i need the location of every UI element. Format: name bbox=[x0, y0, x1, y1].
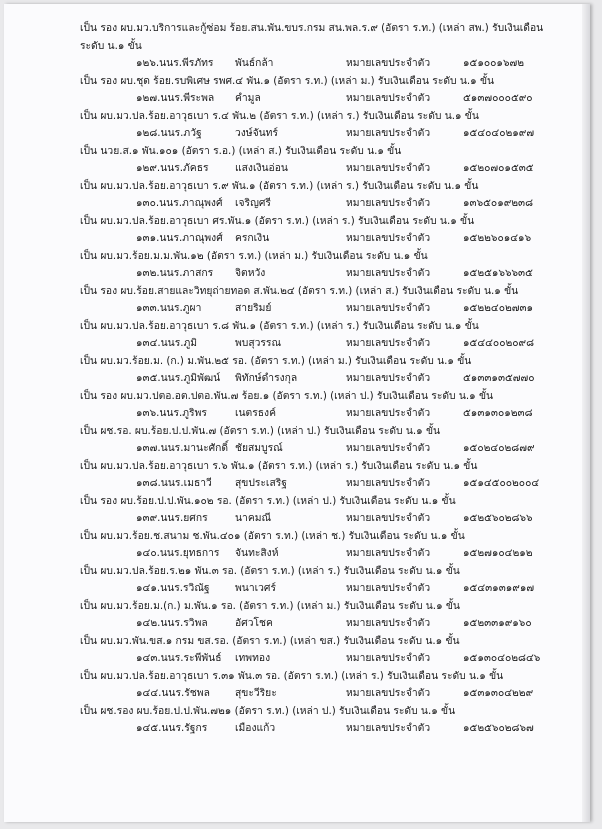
record-header-row bbox=[80, 720, 580, 738]
person-surname: ครกเงิน bbox=[235, 232, 270, 244]
person-surname: คำมูล bbox=[235, 92, 261, 104]
record-header-row bbox=[80, 370, 580, 388]
person-rank-name: ๑๔๕.นนร.รัฐกร bbox=[136, 722, 208, 734]
id-number: ๑๕๒๒๔๐๒๗๓๑ bbox=[463, 302, 534, 314]
records-list bbox=[80, 55, 580, 738]
position-line: เป็น ผช.รอ. ผบ.ร้อย.ป.ป.พัน.๗ (อัตรา ร.ท.) (เหล่า ป.) รับเงินเดือน ระดับ น.๑ ขั้น bbox=[80, 424, 441, 437]
person-surname: เนตรธงค์ bbox=[235, 407, 276, 419]
person-surname: วงษ์จันทร์ bbox=[235, 127, 278, 139]
record-header-row bbox=[80, 405, 580, 423]
record-header-row bbox=[80, 265, 580, 283]
record-header-row bbox=[80, 510, 580, 528]
record-header-row bbox=[80, 335, 580, 353]
record-header-row bbox=[80, 615, 580, 633]
record-header-row bbox=[80, 545, 580, 563]
id-number: ๑๕๔๓๑๓๑๙๑๗ bbox=[463, 582, 535, 594]
id-label: หมายเลขประจำตัว bbox=[346, 232, 431, 244]
id-number: ๑๕๒๕๖๐๒๘๖๗ bbox=[463, 722, 534, 734]
person-rank-name: ๑๓๕.นนร.ภูมิพัฒน์ bbox=[136, 372, 221, 384]
id-number: ๑๕๑๐๐๑๖๗๒ bbox=[463, 57, 525, 69]
record-header-row bbox=[80, 475, 580, 493]
person-rank-name: ๑๒๘.นนร.ภวัฐ bbox=[136, 127, 202, 139]
position-line: เป็น รอง ผบ.ร้อย.สายและวิทยุถ่ายทอด ส.พัน.๒๔ (อัตรา ร.ท.) (เหล่า ส.) รับเงินเดือน ระดับ น.๑ ขั้น bbox=[80, 284, 519, 297]
intro-line: เป็น รอง ผบ.มว.บริการและกู้ซ่อม ร้อย.สน.พัน.ขบร.กรม สน.พล.ร.๙ (อัตรา ร.ท.) (เหล่า สพ.) รับเงินเดือน bbox=[80, 22, 544, 34]
position-line: เป็น ผบ.มว.ร้อย.ม.(ก.) ม.พัน.๑ รอ. (อัตรา ร.ท.) (เหล่า ม.) รับเงินเดือน ระดับ น.๑ ขั้น bbox=[80, 599, 460, 612]
person-surname: สายริมย์ bbox=[235, 302, 272, 314]
id-number: ๑๕๔๐๔๐๒๑๙๗ bbox=[463, 127, 535, 139]
position-line: เป็น ผบ.มว.ร้อย.ม.ม.พัน.๑๒ (อัตรา ร.ท.) (เหล่า ม.) รับเงินเดือน ระดับ น.๑ ขั้น bbox=[80, 249, 428, 262]
person-rank-name: ๑๔๓.นนร.ระพีพันธ์ bbox=[136, 652, 222, 664]
position-line: เป็น นวย.ส.๑ พัน.๑๐๑ (อัตรา ร.อ.) (เหล่า ส.) รับเงินเดือน ระดับ น.๑ ขั้น bbox=[80, 144, 402, 157]
person-surname: สุขะวีริยะ bbox=[235, 687, 277, 699]
person-rank-name: ๑๔๐.นนร.ยุทธการ bbox=[136, 547, 220, 559]
id-label: หมายเลขประจำตัว bbox=[346, 722, 431, 734]
person-surname: พิทักษ์ดำรงกุล bbox=[235, 372, 298, 384]
position-line: เป็น ผช.รอง ผบ.ร้อย.ป.ป.พัน.๗๒๑ (อัตรา ร.ท.) (เหล่า ป.) รับเงินเดือน ระดับ น.๑ ขั้น bbox=[80, 704, 456, 717]
id-label: หมายเลขประจำตัว bbox=[346, 407, 431, 419]
person-surname: แสงเงินอ่อน bbox=[235, 162, 288, 174]
id-label: หมายเลขประจำตัว bbox=[346, 582, 431, 594]
person-rank-name: ๑๓๑.นนร.ภาณุพงศ์ bbox=[136, 232, 223, 244]
record-header-row bbox=[80, 55, 580, 73]
person-rank-name: ๑๒๖.นนร.พีรภัทร bbox=[136, 57, 214, 69]
position-line: เป็น ผบ.มว.ปล.ร้อย.ร.๒๑ พัน.๓ รอ. (อัตรา ร.ท.) (เหล่า ร.) รับเงินเดือน ระดับ น.๑ ขั้น bbox=[80, 564, 460, 577]
person-rank-name: ๑๓๒.นนร.ภาสกร bbox=[136, 267, 214, 279]
record-header-row bbox=[80, 230, 580, 248]
person-surname: เจริญศรี bbox=[235, 197, 271, 209]
record-header-row bbox=[80, 160, 580, 178]
position-line: เป็น ผบ.มว.ร้อย.ช.สนาม ช.พัน.๔๐๑ (อัตรา ร.ท.) (เหล่า ช.) รับเงินเดือน ระดับ น.๑ ขั้น bbox=[80, 529, 465, 542]
person-surname: จันทะสิงห์ bbox=[235, 547, 279, 559]
person-surname: สุขประเสริฐ bbox=[235, 477, 287, 489]
id-label: หมายเลขประจำตัว bbox=[346, 92, 431, 104]
id-number: ๑๕๒๐๗๐๑๕๓๕ bbox=[463, 162, 534, 174]
record-header-row bbox=[80, 685, 580, 703]
id-label: หมายเลขประจำตัว bbox=[346, 57, 431, 69]
record-header-row bbox=[80, 300, 580, 318]
person-rank-name: ๑๓๔.นนร.ภูมิ bbox=[136, 337, 198, 349]
id-label: หมายเลขประจำตัว bbox=[346, 652, 431, 664]
position-line: เป็น ผบ.มว.ปล.ร้อย.อาวุธเบา ร.๔ พัน.๒ (อัตรา ร.ท.) (เหล่า ร.) รับเงินเดือน ระดับ น.๑ ขั้น bbox=[80, 109, 479, 122]
id-label: หมายเลขประจำตัว bbox=[346, 687, 431, 699]
position-line: เป็น รอง ผบ.ชุด ร้อย.รบพิเศษ รพศ.๔ พัน.๑ (อัตรา ร.ท.) (เหล่า ม.) รับเงินเดือน ระดับ น.๑ ขั้น bbox=[80, 74, 495, 87]
id-label: หมายเลขประจำตัว bbox=[346, 512, 431, 524]
position-line: เป็น ผบ.มว.ปล.ร้อย.อาวุธเบา ศร.พัน.๑ (อัตรา ร.ท.) (เหล่า ร.) รับเงินเดือน ระดับ น.๑ ขั้น bbox=[80, 214, 475, 227]
person-rank-name: ๑๓๘.นนร.เมธาวี bbox=[136, 477, 212, 489]
id-label: หมายเลขประจำตัว bbox=[346, 162, 431, 174]
page-fold-shadow bbox=[582, 4, 590, 822]
person-surname: พันธ์กล้า bbox=[235, 57, 274, 69]
document-page bbox=[4, 4, 590, 822]
person-surname: อัศวโชค bbox=[235, 617, 273, 629]
person-rank-name: ๑๒๗.นนร.พีระพล bbox=[136, 92, 215, 104]
id-number: ๑๕๑๔๕๐๐๒๐๐๔ bbox=[463, 477, 540, 489]
person-rank-name: ๑๓๙.นนร.ยศกร bbox=[136, 512, 208, 524]
person-rank-name: ๑๓๐.นนร.ภาณุพงศ์ bbox=[136, 197, 223, 209]
id-number: ๑๕๐๒๔๐๒๘๗๙ bbox=[463, 442, 535, 454]
id-label: หมายเลขประจำตัว bbox=[346, 372, 431, 384]
id-number: ๑๕๓๑๓๐๔๒๒๙ bbox=[463, 687, 534, 699]
position-line: เป็น ผบ.มว.ปล.ร้อย.อาวุธเบา ร.๓๑ พัน.๓ รอ. (อัตรา ร.ท.) (เหล่า ร.) รับเงินเดือน ระดับ น.๑ ขั้น bbox=[80, 669, 504, 682]
id-number: ๕๑๓๑๓๐๑๒๓๘ bbox=[463, 407, 533, 419]
person-surname: พนาเวศร์ bbox=[235, 582, 276, 594]
position-line: เป็น ผบ.มว.ปล.ร้อย.อาวุธเบา ร.๘ พัน.๑ (อัตรา ร.ท.) (เหล่า ร.) รับเงินเดือน ระดับ น.๑ ขั้น bbox=[80, 319, 479, 332]
person-surname: นาคมณี bbox=[235, 512, 272, 524]
person-rank-name: ๑๓๗.นนร.มานะศักดิ์ bbox=[136, 442, 229, 454]
person-surname: พบสุวรรณ bbox=[235, 337, 282, 349]
person-rank-name: ๑๔๑.นนร.รวิณัฐ bbox=[136, 582, 210, 594]
id-label: หมายเลขประจำตัว bbox=[346, 127, 431, 139]
document-body bbox=[80, 20, 580, 738]
id-label: หมายเลขประจำตัว bbox=[346, 302, 431, 314]
person-surname: จิตหวัง bbox=[235, 267, 266, 279]
id-number: ๑๕๒๕๖๐๒๘๖๖ bbox=[463, 512, 533, 524]
position-line: เป็น ผบ.มว.ร้อย.ม. (ก.) ม.พัน.๒๕ รอ. (อัตรา ร.ท.) (เหล่า ม.) รับเงินเดือน ระดับ น.๑ ขั้น bbox=[80, 354, 472, 367]
position-line: เป็น ผบ.มว.ปล.ร้อย.อาวุธเบา ร.๖ พัน.๑ (อัตรา ร.ท.) (เหล่า ร.) รับเงินเดือน ระดับ น.๑ ขั้น bbox=[80, 459, 478, 472]
id-label: หมายเลขประจำตัว bbox=[346, 477, 431, 489]
person-surname: ชัยสมบูรณ์ bbox=[235, 442, 283, 454]
record-header-row bbox=[80, 90, 580, 108]
id-label: หมายเลขประจำตัว bbox=[346, 617, 431, 629]
id-number: ๑๕๒๕๑๖๖๖๓๕ bbox=[463, 267, 533, 279]
id-number: ๕๑๓๗๐๐๐๕๙๐ bbox=[463, 92, 533, 104]
record-header-row bbox=[80, 195, 580, 213]
id-number: ๑๕๒๓๓๑๙๑๖๐ bbox=[463, 617, 532, 629]
intro-line: ระดับ น.๑ ขั้น bbox=[80, 39, 142, 52]
position-line: เป็น รอง ผบ.ร้อย.ป.ป.พัน.๑๐๒ รอ. (อัตรา ร.ท.) (เหล่า ป.) รับเงินเดือน ระดับ น.๑ ขั้น bbox=[80, 494, 456, 507]
person-surname: เมืองแก้ว bbox=[235, 722, 276, 734]
position-line: เป็น ผบ.มว.พัน.ขส.๑ กรม ขส.รอ. (อัตรา ร.ท.) (เหล่า ขส.) รับเงินเดือน ระดับ น.๑ ขั้น bbox=[80, 634, 460, 647]
person-surname: เทพทอง bbox=[235, 652, 271, 664]
person-rank-name: ๑๔๒.นนร.รวิพล bbox=[136, 617, 208, 629]
id-number: ๕๑๓๓๑๓๕๗๗๐ bbox=[463, 372, 535, 384]
id-label: หมายเลขประจำตัว bbox=[346, 547, 431, 559]
id-label: หมายเลขประจำตัว bbox=[346, 337, 431, 349]
id-number: ๑๕๒๒๖๐๑๔๑๖ bbox=[463, 232, 532, 244]
person-rank-name: ๑๓๓.นนร.ภูผา bbox=[136, 302, 202, 314]
id-number: ๑๓๖๕๐๑๙๒๓๘ bbox=[463, 197, 534, 209]
person-rank-name: ๑๔๔.นนร.รัชพล bbox=[136, 687, 210, 699]
id-number: ๑๕๔๔๐๐๒๐๙๘ bbox=[463, 337, 535, 349]
id-label: หมายเลขประจำตัว bbox=[346, 197, 431, 209]
record-header-row bbox=[80, 580, 580, 598]
id-number: ๑๕๒๗๑๐๔๒๑๒ bbox=[463, 547, 533, 559]
id-label: หมายเลขประจำตัว bbox=[346, 442, 431, 454]
person-rank-name: ๑๒๙.นนร.ภัคธร bbox=[136, 162, 209, 174]
record-header-row bbox=[80, 440, 580, 458]
person-rank-name: ๑๓๖.นนร.ภูริพร bbox=[136, 407, 207, 419]
id-label: หมายเลขประจำตัว bbox=[346, 267, 431, 279]
position-line: เป็น รอง ผบ.มว.ปตอ.อต.ปตอ.พัน.๗ ร้อย.๑ (อัตรา ร.ท.) (เหล่า ป.) รับเงินเดือน ระดับ น.๑ ขั้น bbox=[80, 389, 494, 402]
id-number: ๑๕๑๓๐๔๐๒๘๔๖ bbox=[463, 652, 541, 664]
record-header-row bbox=[80, 650, 580, 668]
record-header-row bbox=[80, 125, 580, 143]
position-line: เป็น ผบ.มว.ปล.ร้อย.อาวุธเบา ร.๙ พัน.๑ (อัตรา ร.ท.) (เหล่า ร.) รับเงินเดือน ระดับ น.๑ ขั้น bbox=[80, 179, 479, 192]
